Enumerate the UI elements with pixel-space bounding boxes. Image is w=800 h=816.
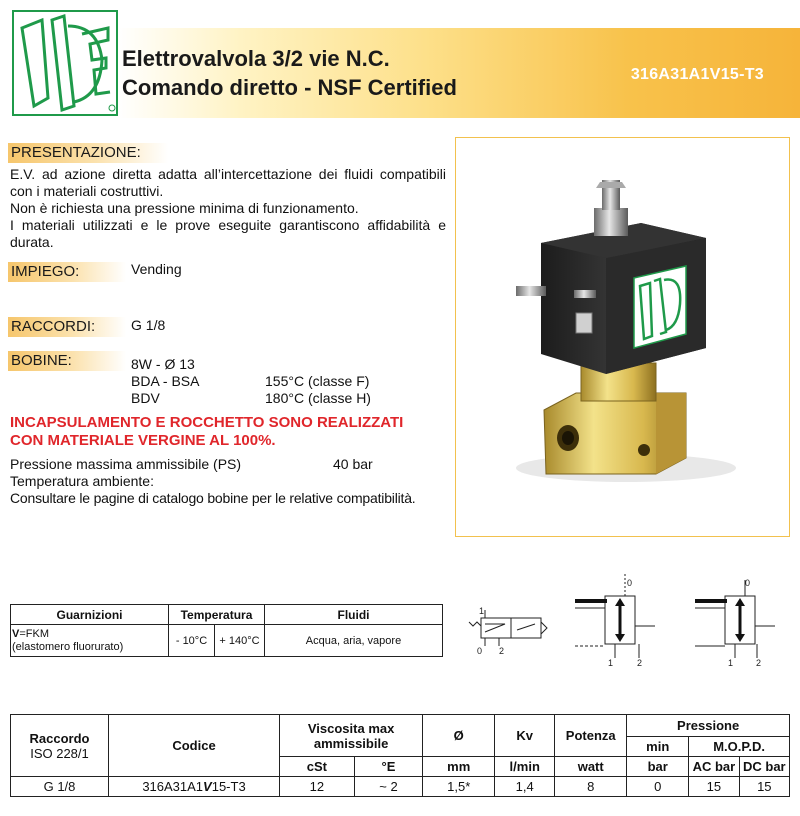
watt-header: watt	[555, 757, 627, 777]
iso-port-2: 2	[499, 646, 505, 656]
s1-port-0: 0	[627, 578, 633, 588]
codice-v: V	[203, 779, 212, 794]
e-header: °E	[354, 757, 422, 777]
lmin-header: l/min	[495, 757, 555, 777]
cst-header: cSt	[280, 757, 355, 777]
bobine-bdv: BDV	[131, 390, 160, 406]
mm-header: mm	[423, 757, 495, 777]
product-code: 316A31A1V15-T3	[630, 66, 764, 83]
raccordi-label: RACCORDI:	[8, 317, 126, 337]
title-line-1: Elettrovalvola 3/2 vie N.C.	[122, 46, 390, 71]
section-symbol-open	[575, 574, 655, 658]
notice-line-2: CON MATERIALE VERGINE AL 100%.	[10, 432, 276, 449]
codice-suffix: 15-T3	[211, 779, 246, 794]
valve-symbols	[455, 566, 790, 671]
s1-port-1: 1	[608, 658, 614, 668]
bobine-power: 8W - Ø 13	[131, 356, 195, 372]
iso-port-1: 1	[479, 606, 485, 616]
raccordo-header-title: Raccordo	[29, 730, 90, 746]
bobine-bda-temp: 155°C (classe F)	[265, 373, 370, 389]
bobine-bda: BDA - BSA	[131, 373, 200, 389]
seal-cell	[11, 625, 169, 657]
cell-dc: 15	[739, 777, 789, 797]
presentazione-line: I materiali utilizzati e le prove eseguite garantiscono affidabilità e durata.	[10, 217, 446, 250]
bobine-label: BOBINE:	[8, 351, 126, 371]
cell-cst: 12	[280, 777, 355, 797]
pressure-label: Pressione massima ammissibile (PS)	[10, 456, 242, 472]
s2-port-0: 0	[745, 578, 751, 588]
catalog-note: Consultare le pagine di catalogo bobine per le relative compatibilità.	[10, 490, 416, 506]
pressure-value: 40 bar	[333, 456, 373, 472]
temp-max: + 140°C	[215, 625, 265, 657]
cell-raccordo: G 1/8	[11, 777, 109, 797]
dc-bar-header: DC bar	[739, 757, 789, 777]
mopd-header: M.O.P.D.	[689, 737, 790, 757]
cell-min: 0	[627, 777, 689, 797]
diametro-header: Ø	[423, 715, 495, 757]
fluids-header: Fluidi	[265, 605, 443, 625]
codice-prefix: 316A31A1	[142, 779, 204, 794]
s2-port-2: 2	[756, 658, 762, 668]
kv-header: Kv	[495, 715, 555, 757]
raccordo-header	[11, 715, 109, 777]
ac-bar-header: AC bar	[689, 757, 739, 777]
presentazione-line: Non è richiesta una pressione minima di funzionamento.	[10, 200, 359, 216]
viscosita-header: Viscosita max ammissibile	[280, 715, 423, 757]
raccordo-header-sub: ISO 228/1	[30, 745, 89, 761]
min-header: min	[627, 737, 689, 757]
codice-header: Codice	[109, 715, 280, 777]
raccordi-value: G 1/8	[131, 317, 166, 333]
potenza-header: Potenza	[555, 715, 627, 757]
temperature-label: Temperatura ambiente:	[10, 473, 154, 489]
presentazione-line: E.V. ad azione diretta adatta all’intercettazione dei fluidi compatibili con i materiali costruttivi.	[10, 166, 446, 199]
pressione-header: Pressione	[627, 715, 790, 737]
iso-port-0: 0	[477, 646, 483, 656]
solenoid-valve-image	[456, 138, 788, 535]
impiego-value: Vending	[131, 261, 182, 277]
cell-codice	[109, 777, 280, 797]
bobine-bdv-temp: 180°C (classe H)	[265, 390, 371, 406]
cell-lmin: 1,4	[495, 777, 555, 797]
temp-min: - 10°C	[169, 625, 215, 657]
notice-line-1: INCAPSULAMENTO E ROCCHETTO SONO REALIZZATI	[10, 414, 404, 431]
product-title	[122, 44, 457, 102]
seals-header: Guarnizioni	[11, 605, 169, 625]
section-symbol-closed	[695, 580, 775, 658]
impiego-label: IMPIEGO:	[8, 262, 126, 282]
fluids-value: Acqua, aria, vapore	[265, 625, 443, 657]
specs-table	[10, 714, 790, 797]
seal-code: V	[12, 627, 20, 640]
presentazione-label: PRESENTAZIONE:	[8, 143, 168, 163]
seals-table	[10, 604, 443, 657]
product-photo-frame	[455, 137, 790, 537]
seal-desc: (elastomero fluorurato)	[12, 640, 124, 653]
material-notice	[10, 414, 446, 450]
cell-mm: 1,5*	[423, 777, 495, 797]
cell-watt: 8	[555, 777, 627, 797]
bar-header: bar	[627, 757, 689, 777]
table-row	[11, 777, 790, 797]
seal-name: =FKM	[19, 627, 49, 640]
temperature-header: Temperatura	[169, 605, 265, 625]
s1-port-2: 2	[637, 658, 643, 668]
title-line-2: Comando diretto - NSF Certified	[122, 75, 457, 100]
cell-e: ~ 2	[354, 777, 422, 797]
company-logo	[12, 10, 118, 116]
cell-ac: 15	[689, 777, 739, 797]
presentazione-text	[10, 166, 446, 251]
s2-port-1: 1	[728, 658, 734, 668]
